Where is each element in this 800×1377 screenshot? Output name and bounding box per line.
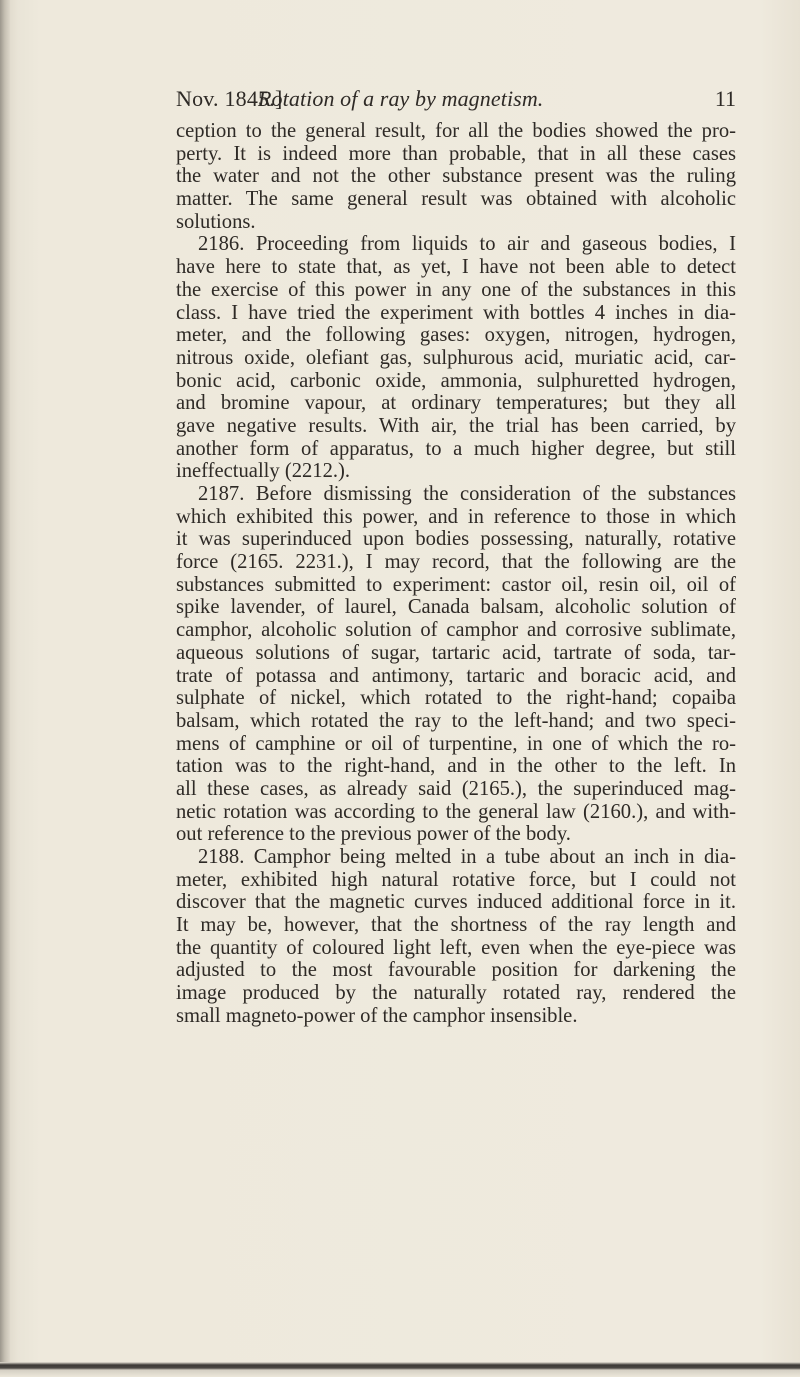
page-number: 11 bbox=[714, 86, 736, 111]
text-line: solutions. bbox=[176, 210, 256, 233]
text-line: small magneto-power of the camphor insensible. bbox=[176, 1004, 578, 1027]
text-line: force (2165. 2231.), I may record, that the following are the bbox=[176, 551, 736, 574]
text-line: trate of potassa and antimony, tartaric and boracic acid, and bbox=[176, 664, 736, 687]
text-line: perty. It is indeed more than probable, that in all these cases bbox=[176, 142, 736, 165]
text-line: mens of camphine or oil of turpentine, in one of which the ro- bbox=[176, 732, 736, 755]
text-line: out reference to the previous power of the body. bbox=[176, 823, 571, 846]
text-line: aqueous solutions of sugar, tartaric acid, tartrate of soda, tar- bbox=[176, 641, 736, 664]
text-line: It may be, however, that the shortness of the ray length and bbox=[176, 914, 736, 937]
text-line: ception to the general result, for all the bodies showed the pro- bbox=[176, 120, 736, 142]
page-bottom-edge bbox=[0, 1362, 800, 1377]
paragraph-2186-start: 2186. Proceeding from liquids to air and gaseous bodies, I bbox=[198, 233, 736, 256]
text-line: balsam, which rotated the ray to the left-hand; and two speci- bbox=[176, 709, 736, 732]
text-line: tation was to the right-hand, and in the other to the left. In bbox=[176, 755, 736, 778]
text-line: image produced by the naturally rotated ray, rendered the bbox=[176, 982, 736, 1005]
page-spine-shadow bbox=[0, 0, 10, 1377]
text-line: class. I have tried the experiment with bottles 4 inches in dia- bbox=[176, 301, 736, 324]
text-line: all these cases, as already said (2165.), the superinduced mag- bbox=[176, 777, 736, 800]
running-head bbox=[176, 86, 736, 116]
text-line: the exercise of this power in any one of the substances in this bbox=[176, 278, 736, 301]
text-line: substances submitted to experiment: castor oil, resin oil, oil of bbox=[176, 573, 736, 596]
text-line: another form of apparatus, to a much higher degree, but still bbox=[176, 437, 736, 460]
text-line: gave negative results. With air, the trial has been carried, by bbox=[176, 414, 736, 437]
text-line: sulphate of nickel, which rotated to the right-hand; copaiba bbox=[176, 687, 736, 710]
body-text bbox=[176, 120, 736, 1028]
text-line: the quantity of coloured light left, even when the eye-piece was bbox=[176, 936, 736, 959]
text-line: netic rotation was according to the general law (2160.), and with- bbox=[176, 800, 736, 823]
text-line: nitrous oxide, olefiant gas, sulphurous acid, muriatic acid, car- bbox=[176, 346, 736, 369]
text-line: adjusted to the most favourable position for darkening the bbox=[176, 959, 736, 982]
text-line: meter, and the following gases: oxygen, nitrogen, hydrogen, bbox=[176, 324, 736, 347]
text-line: bonic acid, carbonic oxide, ammonia, sulphuretted hydrogen, bbox=[176, 369, 736, 392]
text-line: meter, exhibited high natural rotative force, but I could not bbox=[176, 868, 736, 891]
text-line: the water and not the other substance present was the ruling bbox=[176, 165, 736, 188]
text-line: matter. The same general result was obtained with alcoholic bbox=[176, 188, 736, 211]
paragraph-2188-start: 2188. Camphor being melted in a tube about an inch in dia- bbox=[198, 846, 736, 868]
text-line: camphor, alcoholic solution of camphor and corrosive sublimate, bbox=[176, 619, 736, 642]
running-head-date: Nov. 1845.] bbox=[176, 86, 283, 111]
text-line: it was superinduced upon bodies possessing, naturally, rotative bbox=[176, 528, 736, 551]
paragraph-2187-start: 2187. Before dismissing the consideration of the substances bbox=[198, 483, 736, 505]
text-line: and bromine vapour, at ordinary temperatures; but they all bbox=[176, 392, 736, 415]
text-line: spike lavender, of laurel, Canada balsam, alcoholic solution of bbox=[176, 596, 736, 619]
text-line: ineffectually (2212.). bbox=[176, 460, 351, 483]
text-line: have here to state that, as yet, I have not been able to detect bbox=[176, 256, 736, 279]
text-line: discover that the magnetic curves induced additional force in it. bbox=[176, 891, 736, 914]
text-line: which exhibited this power, and in reference to those in which bbox=[176, 505, 736, 528]
running-head-title: Rotation of a ray by magnetism. bbox=[258, 86, 544, 111]
